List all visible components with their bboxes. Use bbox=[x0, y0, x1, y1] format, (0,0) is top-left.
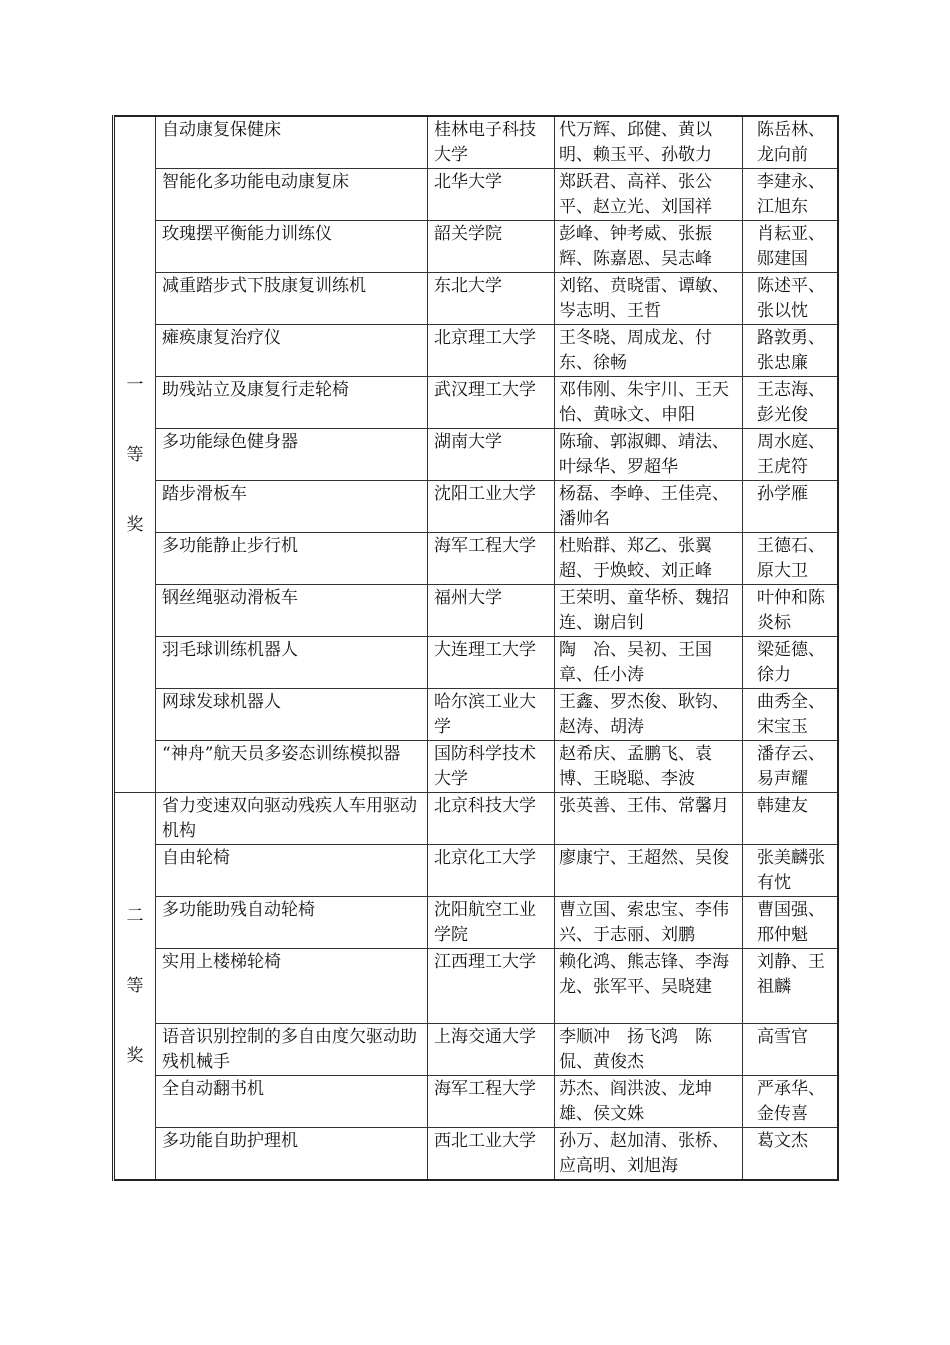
advisors-cell: 韩建友 bbox=[743, 793, 838, 845]
school-cell: 湖南大学 bbox=[428, 429, 555, 481]
school-cell: 西北工业大学 bbox=[428, 1128, 555, 1181]
project-name-cell: 助残站立及康复行走轮椅 bbox=[156, 377, 428, 429]
school-cell: 哈尔滨工业大学 bbox=[428, 689, 555, 741]
project-name-cell: 全自动翻书机 bbox=[156, 1076, 428, 1128]
table-row bbox=[114, 273, 838, 325]
members-cell: 赵希庆、孟鹏飞、袁博、王晓聪、李波 bbox=[555, 741, 743, 793]
table-row bbox=[114, 429, 838, 481]
advisors-cell: 王德石、原大卫 bbox=[743, 533, 838, 585]
school-cell: 北京化工大学 bbox=[428, 845, 555, 897]
project-name-cell: 钢丝绳驱动滑板车 bbox=[156, 585, 428, 637]
table-row bbox=[114, 949, 838, 1024]
project-name-cell: 多功能助残自动轮椅 bbox=[156, 897, 428, 949]
project-name-cell: 语音识别控制的多自由度欠驱动助残机械手 bbox=[156, 1024, 428, 1076]
members-cell: 郑跃君、高祥、张公平、赵立光、刘国祥 bbox=[555, 169, 743, 221]
table-row bbox=[114, 689, 838, 741]
members-cell: 赖化鸿、熊志锋、李海龙、张军平、吴晓建 bbox=[555, 949, 743, 1024]
award-grade-cell bbox=[114, 116, 156, 793]
school-cell: 沈阳工业大学 bbox=[428, 481, 555, 533]
members-cell: 代万辉、邱健、黄以明、赖玉平、孙敬力 bbox=[555, 116, 743, 169]
school-cell: 江西理工大学 bbox=[428, 949, 555, 1024]
table-row bbox=[114, 637, 838, 689]
project-name-cell: 自动康复保健床 bbox=[156, 116, 428, 169]
table-row bbox=[114, 481, 838, 533]
advisors-cell: 叶仲和陈炎标 bbox=[743, 585, 838, 637]
award-grade-char: 奖 bbox=[126, 514, 144, 535]
advisors-cell: 葛文杰 bbox=[743, 1128, 838, 1181]
award-grade-label bbox=[115, 906, 155, 1066]
members-cell: 苏杰、阎洪波、龙坤雄、侯文姝 bbox=[555, 1076, 743, 1128]
advisors-cell: 严承华、金传喜 bbox=[743, 1076, 838, 1128]
advisors-cell: 周水庭、王虎符 bbox=[743, 429, 838, 481]
members-cell: 王冬晓、周成龙、付东、徐畅 bbox=[555, 325, 743, 377]
school-cell: 北京科技大学 bbox=[428, 793, 555, 845]
awards-table-body bbox=[114, 116, 838, 1180]
members-cell: 杨磊、李峥、王佳亮、潘帅名 bbox=[555, 481, 743, 533]
members-cell: 杜贻群、郑乙、张翼超、于焕蛟、刘正峰 bbox=[555, 533, 743, 585]
school-cell: 福州大学 bbox=[428, 585, 555, 637]
award-grade-cell bbox=[114, 793, 156, 1181]
members-cell: 张英善、王伟、常馨月 bbox=[555, 793, 743, 845]
award-grade-char: 等 bbox=[126, 444, 144, 465]
school-cell: 海军工程大学 bbox=[428, 533, 555, 585]
advisors-cell: 陈岳林、龙向前 bbox=[743, 116, 838, 169]
project-name-cell: 网球发球机器人 bbox=[156, 689, 428, 741]
award-grade-char: 奖 bbox=[126, 1046, 144, 1066]
table-row bbox=[114, 585, 838, 637]
project-name-cell: 多功能静止步行机 bbox=[156, 533, 428, 585]
advisors-cell: 孙学雁 bbox=[743, 481, 838, 533]
advisors-cell: 曲秀全、宋宝玉 bbox=[743, 689, 838, 741]
table-row bbox=[114, 377, 838, 429]
project-name-cell: 羽毛球训练机器人 bbox=[156, 637, 428, 689]
advisors-cell: 陈述平、张以忱 bbox=[743, 273, 838, 325]
school-cell: 沈阳航空工业学院 bbox=[428, 897, 555, 949]
table-row bbox=[114, 116, 838, 169]
advisors-cell: 梁延德、徐力 bbox=[743, 637, 838, 689]
school-cell: 韶关学院 bbox=[428, 221, 555, 273]
table-row bbox=[114, 221, 838, 273]
project-name-cell: 智能化多功能电动康复床 bbox=[156, 169, 428, 221]
school-cell: 桂林电子科技大学 bbox=[428, 116, 555, 169]
advisors-cell: 肖耘亚、郧建国 bbox=[743, 221, 838, 273]
table-row bbox=[114, 897, 838, 949]
advisors-cell: 刘静、王祖麟 bbox=[743, 949, 838, 1024]
project-name-cell: 踏步滑板车 bbox=[156, 481, 428, 533]
table-row bbox=[114, 845, 838, 897]
project-name-cell: 省力变速双向驱动残疾人车用驱动机构 bbox=[156, 793, 428, 845]
award-grade-char: 二 bbox=[126, 906, 144, 926]
members-cell: 曹立国、索忠宝、李伟兴、于志丽、刘鹏 bbox=[555, 897, 743, 949]
members-cell: 廖康宁、王超然、吴俊 bbox=[555, 845, 743, 897]
advisors-cell: 张美麟张有忱 bbox=[743, 845, 838, 897]
project-name-cell: 玫瑰摆平衡能力训练仪 bbox=[156, 221, 428, 273]
members-cell: 李顺冲 扬飞鸿 陈侃、黄俊杰 bbox=[555, 1024, 743, 1076]
members-cell: 彭峰、钟考威、张振辉、陈嘉恩、吴志峰 bbox=[555, 221, 743, 273]
advisors-cell: 李建永、江旭东 bbox=[743, 169, 838, 221]
award-grade-char: 等 bbox=[126, 976, 144, 996]
school-cell: 大连理工大学 bbox=[428, 637, 555, 689]
table-row bbox=[114, 325, 838, 377]
advisors-cell: 曹国强、邢仲魁 bbox=[743, 897, 838, 949]
members-cell: 陶 冶、吴初、王国章、任小涛 bbox=[555, 637, 743, 689]
school-cell: 北华大学 bbox=[428, 169, 555, 221]
school-cell: 东北大学 bbox=[428, 273, 555, 325]
school-cell: 国防科学技术大学 bbox=[428, 741, 555, 793]
project-name-cell: 实用上楼梯轮椅 bbox=[156, 949, 428, 1024]
school-cell: 海军工程大学 bbox=[428, 1076, 555, 1128]
members-cell: 王荣明、童华桥、魏招连、谢启钊 bbox=[555, 585, 743, 637]
project-name-cell: 自由轮椅 bbox=[156, 845, 428, 897]
members-cell: 刘铭、贲晓雷、谭敏、岑志明、王哲 bbox=[555, 273, 743, 325]
table-row bbox=[114, 1024, 838, 1076]
school-cell: 上海交通大学 bbox=[428, 1024, 555, 1076]
advisors-cell: 潘存云、易声耀 bbox=[743, 741, 838, 793]
award-grade-label bbox=[115, 375, 155, 535]
table-row bbox=[114, 1076, 838, 1128]
award-grade-char: 一 bbox=[126, 374, 144, 395]
school-cell: 武汉理工大学 bbox=[428, 377, 555, 429]
table-row bbox=[114, 741, 838, 793]
project-name-cell: 多功能自助护理机 bbox=[156, 1128, 428, 1181]
project-name-cell: 减重踏步式下肢康复训练机 bbox=[156, 273, 428, 325]
table-row bbox=[114, 533, 838, 585]
school-cell: 北京理工大学 bbox=[428, 325, 555, 377]
members-cell: 孙万、赵加清、张桥、应高明、刘旭海 bbox=[555, 1128, 743, 1181]
awards-table bbox=[112, 115, 839, 1181]
project-name-cell: 多功能绿色健身器 bbox=[156, 429, 428, 481]
members-cell: 邓伟刚、朱宇川、王天怡、黄咏文、申阳 bbox=[555, 377, 743, 429]
project-name-cell: 瘫痪康复治疗仪 bbox=[156, 325, 428, 377]
project-name-cell: “神舟”航天员多姿态训练模拟器 bbox=[156, 741, 428, 793]
members-cell: 陈瑜、郭淑卿、靖法、叶绿华、罗超华 bbox=[555, 429, 743, 481]
table-row bbox=[114, 793, 838, 845]
advisors-cell: 高雪官 bbox=[743, 1024, 838, 1076]
advisors-cell: 路敦勇、张忠廉 bbox=[743, 325, 838, 377]
advisors-cell: 王志海、彭光俊 bbox=[743, 377, 838, 429]
table-row bbox=[114, 1128, 838, 1181]
members-cell: 王鑫、罗杰俊、耿钧、赵涛、胡涛 bbox=[555, 689, 743, 741]
table-row bbox=[114, 169, 838, 221]
